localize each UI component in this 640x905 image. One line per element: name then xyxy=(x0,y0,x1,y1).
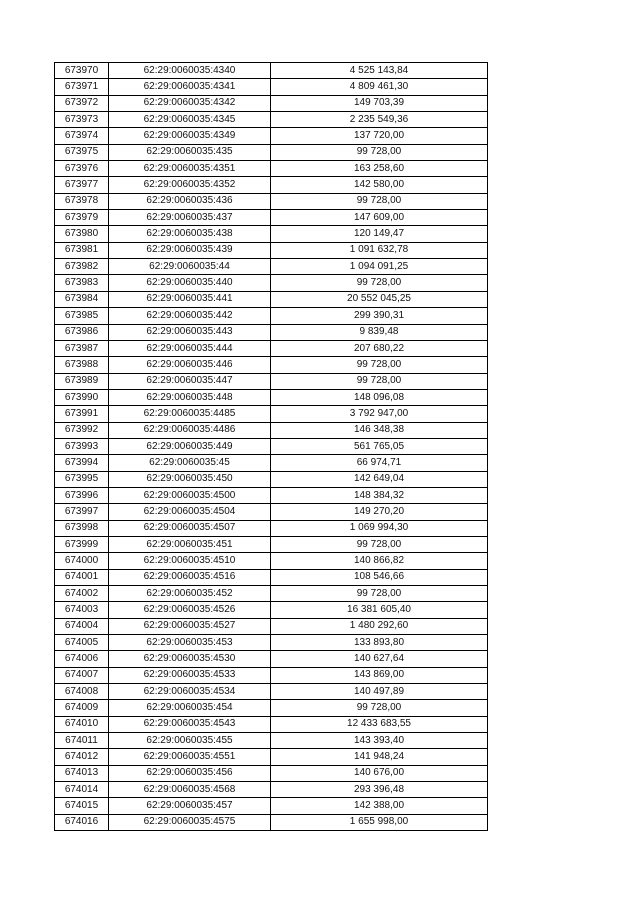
cadastral-value-cell: 99 728,00 xyxy=(271,275,488,291)
row-number-cell: 673997 xyxy=(55,504,109,520)
cadastral-number-cell: 62:29:0060035:457 xyxy=(109,798,271,814)
cadastral-value-cell: 299 390,31 xyxy=(271,308,488,324)
row-number-cell: 673976 xyxy=(55,161,109,177)
cadastral-number-cell: 62:29:0060035:4526 xyxy=(109,602,271,618)
cadastral-number-cell: 62:29:0060035:4342 xyxy=(109,95,271,111)
table-row xyxy=(55,438,488,454)
cadastral-value-cell: 20 552 045,25 xyxy=(271,291,488,307)
row-number-cell: 674005 xyxy=(55,635,109,651)
row-number-cell: 674004 xyxy=(55,618,109,634)
row-number-cell: 674002 xyxy=(55,586,109,602)
table-row xyxy=(55,455,488,471)
row-number-cell: 674010 xyxy=(55,716,109,732)
table-row xyxy=(55,291,488,307)
table-row xyxy=(55,193,488,209)
cadastral-value-cell: 9 839,48 xyxy=(271,324,488,340)
table-row xyxy=(55,95,488,111)
cadastral-value-cell: 99 728,00 xyxy=(271,586,488,602)
table-row xyxy=(55,422,488,438)
table-row xyxy=(55,569,488,585)
row-number-cell: 673977 xyxy=(55,177,109,193)
table-row xyxy=(55,536,488,552)
cadastral-value-cell: 99 728,00 xyxy=(271,193,488,209)
cadastral-number-cell: 62:29:0060035:4516 xyxy=(109,569,271,585)
table-row xyxy=(55,373,488,389)
cadastral-number-cell: 62:29:0060035:4351 xyxy=(109,161,271,177)
cadastral-value-cell: 99 728,00 xyxy=(271,373,488,389)
cadastral-number-cell: 62:29:0060035:4551 xyxy=(109,749,271,765)
cadastral-value-cell: 207 680,22 xyxy=(271,340,488,356)
cadastral-number-cell: 62:29:0060035:4507 xyxy=(109,520,271,536)
cadastral-number-cell: 62:29:0060035:4500 xyxy=(109,487,271,503)
row-number-cell: 673992 xyxy=(55,422,109,438)
table-row xyxy=(55,667,488,683)
cadastral-value-cell: 142 649,04 xyxy=(271,471,488,487)
row-number-cell: 674012 xyxy=(55,749,109,765)
cadastral-value-cell: 16 381 605,40 xyxy=(271,602,488,618)
cadastral-value-cell: 141 948,24 xyxy=(271,749,488,765)
cadastral-number-cell: 62:29:0060035:4510 xyxy=(109,553,271,569)
cadastral-number-cell: 62:29:0060035:441 xyxy=(109,291,271,307)
row-number-cell: 674009 xyxy=(55,700,109,716)
row-number-cell: 673970 xyxy=(55,63,109,79)
cadastral-value-cell: 1 069 994,30 xyxy=(271,520,488,536)
cadastral-number-cell: 62:29:0060035:442 xyxy=(109,308,271,324)
cadastral-value-cell: 148 096,08 xyxy=(271,389,488,405)
cadastral-value-cell: 163 258,60 xyxy=(271,161,488,177)
cadastral-number-cell: 62:29:0060035:454 xyxy=(109,700,271,716)
cadastral-number-cell: 62:29:0060035:4568 xyxy=(109,782,271,798)
cadastral-value-cell: 1 094 091,25 xyxy=(271,259,488,275)
cadastral-number-cell: 62:29:0060035:44 xyxy=(109,259,271,275)
table-row xyxy=(55,259,488,275)
table-row xyxy=(55,340,488,356)
cadastral-value-cell: 66 974,71 xyxy=(271,455,488,471)
table-row xyxy=(55,144,488,160)
cadastral-number-cell: 62:29:0060035:439 xyxy=(109,242,271,258)
table-row xyxy=(55,749,488,765)
cadastral-value-cell: 140 866,82 xyxy=(271,553,488,569)
row-number-cell: 673978 xyxy=(55,193,109,209)
row-number-cell: 673980 xyxy=(55,226,109,242)
table-row xyxy=(55,504,488,520)
cadastral-number-cell: 62:29:0060035:4340 xyxy=(109,63,271,79)
table-row xyxy=(55,733,488,749)
cadastral-value-cell: 293 396,48 xyxy=(271,782,488,798)
row-number-cell: 673984 xyxy=(55,291,109,307)
cadastral-number-cell: 62:29:0060035:4533 xyxy=(109,667,271,683)
cadastral-number-cell: 62:29:0060035:436 xyxy=(109,193,271,209)
cadastral-number-cell: 62:29:0060035:435 xyxy=(109,144,271,160)
row-number-cell: 673991 xyxy=(55,406,109,422)
cadastral-number-cell: 62:29:0060035:4575 xyxy=(109,814,271,830)
row-number-cell: 673999 xyxy=(55,536,109,552)
table-row xyxy=(55,242,488,258)
table-row xyxy=(55,406,488,422)
cadastral-number-cell: 62:29:0060035:4341 xyxy=(109,79,271,95)
row-number-cell: 674000 xyxy=(55,553,109,569)
cadastral-value-cell: 143 393,40 xyxy=(271,733,488,749)
table-row xyxy=(55,618,488,634)
cadastral-number-cell: 62:29:0060035:4543 xyxy=(109,716,271,732)
cadastral-value-cell: 143 869,00 xyxy=(271,667,488,683)
row-number-cell: 673973 xyxy=(55,112,109,128)
table-row xyxy=(55,635,488,651)
cadastral-number-cell: 62:29:0060035:4534 xyxy=(109,684,271,700)
row-number-cell: 673972 xyxy=(55,95,109,111)
table-row xyxy=(55,684,488,700)
row-number-cell: 674011 xyxy=(55,733,109,749)
cadastral-value-cell: 99 728,00 xyxy=(271,700,488,716)
cadastral-value-cell: 140 676,00 xyxy=(271,765,488,781)
cadastral-number-cell: 62:29:0060035:452 xyxy=(109,586,271,602)
row-number-cell: 674003 xyxy=(55,602,109,618)
cadastral-value-cell: 99 728,00 xyxy=(271,144,488,160)
row-number-cell: 673988 xyxy=(55,357,109,373)
cadastral-number-cell: 62:29:0060035:451 xyxy=(109,536,271,552)
row-number-cell: 674013 xyxy=(55,765,109,781)
cadastral-number-cell: 62:29:0060035:4504 xyxy=(109,504,271,520)
row-number-cell: 674015 xyxy=(55,798,109,814)
table-row xyxy=(55,357,488,373)
table-body xyxy=(55,63,488,831)
table-row xyxy=(55,112,488,128)
cadastral-value-cell: 2 235 549,36 xyxy=(271,112,488,128)
row-number-cell: 673979 xyxy=(55,210,109,226)
cadastral-number-cell: 62:29:0060035:45 xyxy=(109,455,271,471)
row-number-cell: 673993 xyxy=(55,438,109,454)
table-row xyxy=(55,651,488,667)
cadastral-value-cell: 142 388,00 xyxy=(271,798,488,814)
table-row xyxy=(55,79,488,95)
cadastral-number-cell: 62:29:0060035:453 xyxy=(109,635,271,651)
table-row xyxy=(55,586,488,602)
cadastral-value-cell: 99 728,00 xyxy=(271,357,488,373)
row-number-cell: 673989 xyxy=(55,373,109,389)
cadastral-value-cell: 108 546,66 xyxy=(271,569,488,585)
cadastral-number-cell: 62:29:0060035:440 xyxy=(109,275,271,291)
table-row xyxy=(55,226,488,242)
table-row xyxy=(55,782,488,798)
row-number-cell: 673986 xyxy=(55,324,109,340)
row-number-cell: 673985 xyxy=(55,308,109,324)
table-row xyxy=(55,520,488,536)
cadastral-value-cell: 1 091 632,78 xyxy=(271,242,488,258)
cadastral-value-cell: 142 580,00 xyxy=(271,177,488,193)
cadastral-number-cell: 62:29:0060035:444 xyxy=(109,340,271,356)
cadastral-number-cell: 62:29:0060035:448 xyxy=(109,389,271,405)
cadastral-number-cell: 62:29:0060035:456 xyxy=(109,765,271,781)
cadastral-value-cell: 147 609,00 xyxy=(271,210,488,226)
cadastral-number-cell: 62:29:0060035:449 xyxy=(109,438,271,454)
row-number-cell: 673981 xyxy=(55,242,109,258)
table-row xyxy=(55,602,488,618)
row-number-cell: 673995 xyxy=(55,471,109,487)
cadastral-value-cell: 99 728,00 xyxy=(271,536,488,552)
cadastral-number-cell: 62:29:0060035:455 xyxy=(109,733,271,749)
row-number-cell: 673990 xyxy=(55,389,109,405)
row-number-cell: 673998 xyxy=(55,520,109,536)
cadastral-value-cell: 149 270,20 xyxy=(271,504,488,520)
table-row xyxy=(55,716,488,732)
cadastral-value-cell: 149 703,39 xyxy=(271,95,488,111)
row-number-cell: 673983 xyxy=(55,275,109,291)
cadastral-value-cell: 4 525 143,84 xyxy=(271,63,488,79)
cadastral-number-cell: 62:29:0060035:4486 xyxy=(109,422,271,438)
row-number-cell: 673974 xyxy=(55,128,109,144)
row-number-cell: 674016 xyxy=(55,814,109,830)
cadastral-value-cell: 4 809 461,30 xyxy=(271,79,488,95)
cadastral-value-cell: 12 433 683,55 xyxy=(271,716,488,732)
cadastral-value-cell: 3 792 947,00 xyxy=(271,406,488,422)
table-row xyxy=(55,177,488,193)
table-row xyxy=(55,765,488,781)
cadastral-value-cell: 148 384,32 xyxy=(271,487,488,503)
cadastral-value-cell: 561 765,05 xyxy=(271,438,488,454)
cadastral-value-table xyxy=(54,62,488,831)
table-row xyxy=(55,63,488,79)
cadastral-number-cell: 62:29:0060035:450 xyxy=(109,471,271,487)
table-row xyxy=(55,471,488,487)
row-number-cell: 674001 xyxy=(55,569,109,585)
table-row xyxy=(55,487,488,503)
table-row xyxy=(55,275,488,291)
cadastral-value-cell: 140 497,89 xyxy=(271,684,488,700)
cadastral-value-cell: 137 720,00 xyxy=(271,128,488,144)
cadastral-number-cell: 62:29:0060035:4527 xyxy=(109,618,271,634)
table-row xyxy=(55,161,488,177)
registry-sheet xyxy=(54,62,488,831)
row-number-cell: 673982 xyxy=(55,259,109,275)
cadastral-number-cell: 62:29:0060035:4530 xyxy=(109,651,271,667)
cadastral-number-cell: 62:29:0060035:447 xyxy=(109,373,271,389)
row-number-cell: 674007 xyxy=(55,667,109,683)
cadastral-number-cell: 62:29:0060035:4345 xyxy=(109,112,271,128)
table-row xyxy=(55,308,488,324)
row-number-cell: 673987 xyxy=(55,340,109,356)
table-row xyxy=(55,814,488,830)
cadastral-number-cell: 62:29:0060035:4352 xyxy=(109,177,271,193)
table-row xyxy=(55,553,488,569)
table-row xyxy=(55,798,488,814)
cadastral-number-cell: 62:29:0060035:446 xyxy=(109,357,271,373)
table-row xyxy=(55,210,488,226)
row-number-cell: 674008 xyxy=(55,684,109,700)
cadastral-value-cell: 146 348,38 xyxy=(271,422,488,438)
cadastral-number-cell: 62:29:0060035:443 xyxy=(109,324,271,340)
row-number-cell: 673996 xyxy=(55,487,109,503)
table-row xyxy=(55,389,488,405)
cadastral-value-cell: 133 893,80 xyxy=(271,635,488,651)
cadastral-number-cell: 62:29:0060035:4485 xyxy=(109,406,271,422)
table-row xyxy=(55,324,488,340)
cadastral-value-cell: 120 149,47 xyxy=(271,226,488,242)
cadastral-value-cell: 140 627,64 xyxy=(271,651,488,667)
row-number-cell: 673994 xyxy=(55,455,109,471)
row-number-cell: 674006 xyxy=(55,651,109,667)
table-row xyxy=(55,128,488,144)
cadastral-value-cell: 1 655 998,00 xyxy=(271,814,488,830)
row-number-cell: 673971 xyxy=(55,79,109,95)
table-row xyxy=(55,700,488,716)
cadastral-value-cell: 1 480 292,60 xyxy=(271,618,488,634)
row-number-cell: 674014 xyxy=(55,782,109,798)
cadastral-number-cell: 62:29:0060035:438 xyxy=(109,226,271,242)
cadastral-number-cell: 62:29:0060035:4349 xyxy=(109,128,271,144)
row-number-cell: 673975 xyxy=(55,144,109,160)
cadastral-number-cell: 62:29:0060035:437 xyxy=(109,210,271,226)
